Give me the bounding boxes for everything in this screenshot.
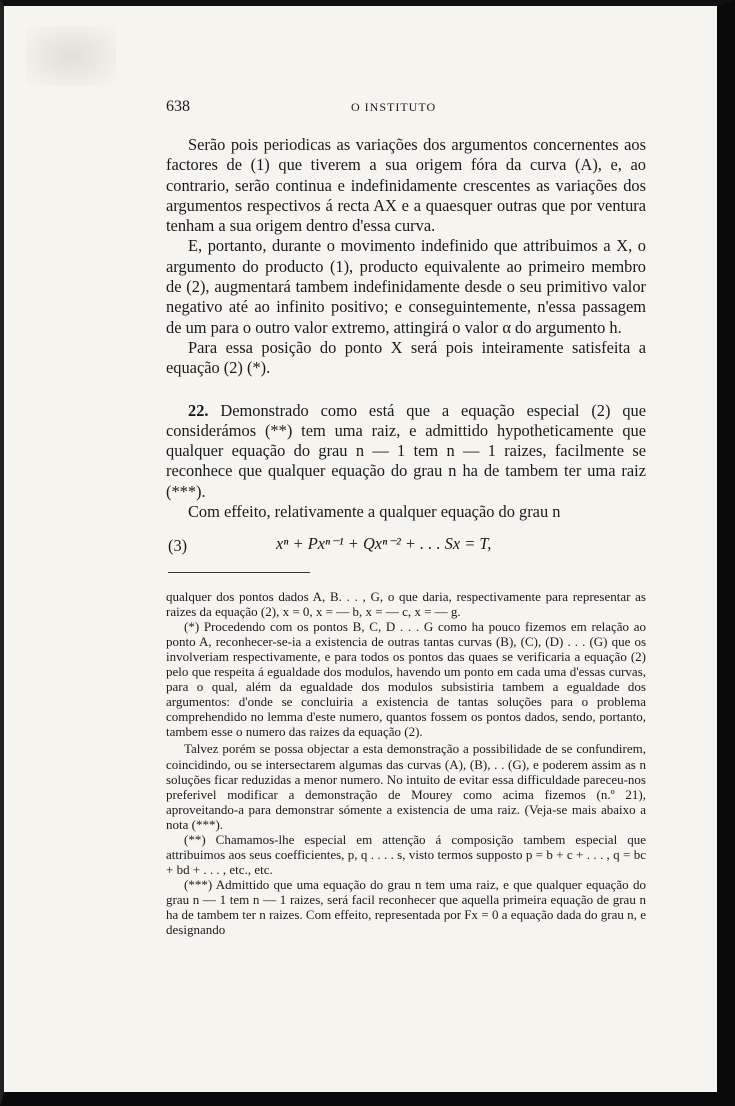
paragraph-2: E, portanto, durante o movimento indefinido que attribuimos a X, o argumento do producto (1), producto equivalente ao primeiro membro de (2), augmentará tambem indefinidamente desde o seu primitivo valor negativo até ao infinito positivo; e conseguintemente, n'essa passagem de um para o outro valor extremo, attingirá o valor α do argumento h. [166, 236, 646, 337]
paragraph-5: Com effeito, relativamente a qualquer equação do grau n [188, 502, 561, 522]
equation-label: (3) [168, 536, 188, 555]
paper-stain [26, 26, 116, 86]
section-22-text: Demonstrado como está que a equação especial (2) que considerámos (**) tem uma raiz, e admittido hypotheticamente que qualquer equação do grau n — 1 tem n — 1 raizes, facilmente se reconhece que qualquer equação do grau n ha de tambem ter uma raiz (***). [166, 400, 646, 501]
footnote-rule [168, 572, 310, 573]
paragraph-section-22 [166, 401, 646, 502]
footnotes [166, 589, 646, 937]
footnote-continuation: qualquer dos pontos dados A, B. . . , G, o que daria, respectivamente para representar as raizes da equação (2), x = 0, x = — b, x = — c, x = — g. [166, 589, 646, 620]
footnote-asterisk-continued: Talvez porém se possa objectar a esta demonstração a possibilidade de se confundirem, coincidindo, ou se intersectarem algumas das curvas (A), (B), . . (G), e poderem assim as n soluções ficar reduzidas a menor numero. No intuito de evitar essa difficuldade pareceu-nos preferivel modificar a demonstração de Mourey como acima fizemos (n.º 21), aproveitando-a para demonstrar sómente a existencia de uma raiz. (Veja-se mais abaixo a nota (***). [166, 741, 646, 832]
body-text [166, 135, 646, 522]
section-number: 22. [188, 400, 209, 420]
page-number: 638 [166, 98, 190, 115]
footnote-double-asterisk: (**) Chamamos-lhe especial em attenção á composição tambem especial que attribuimos aos seus coefficientes, p, q . . . . s, visto termos supposto p = b + c + . . . , q = bc + bd + . . . , etc., etc. [166, 831, 646, 877]
footnote-asterisk: (*) Procedendo com os pontos B, C, D . . . G como ha pouco fizemos em relação ao ponto A, reconhecer-se-ia a existencia de outras tantas curvas (B), (C), (D) . . . (G) que os involveriam respectivamente, e para todos os pontos das quaes se verificaria a equação (2) pelo que respeita á egualdade dos modulos, havendo um ponto em cada uma d'essas curvas, para o qual, além da egualdade dos modulos subsistiria tambem a egualdade dos argumentos: d'onde se concluiria a existencia de tantas soluções para o problema comprehendido no lemma d'este numero, quantos fossem os pontos dados, sendo, portanto, tambem esse o numero das raizes da equação (2). [166, 619, 646, 740]
paragraph-3: Para essa posição do ponto X será pois inteiramente satisfeita a equação (2) (*). [166, 337, 646, 378]
running-head: O INSTITUTO [351, 100, 437, 114]
page-header [166, 98, 646, 118]
paragraph-1: Serão pois periodicas as variações dos argumentos concernentes aos factores de (1) que tiverem a sua origem fóra da curva (A), e, ao contrario, serão continua e indefinidamente crescentes as variações dos argumentos respectivos á recta AX e a quaesquer outras que por ventura tenham a sua origem dentro d'essa curva. [166, 135, 646, 236]
footnote-triple-asterisk: (***) Admittido que uma equação do grau n tem uma raiz, e que qualquer equação do grau n — 1 tem n — 1 raizes, será facil reconhecer que aquella primeira equação de grau n ha de tambem ter n raizes. Com effeito, representada por Fx = 0 a equação dada do grau n, e designando [166, 876, 646, 938]
equation-formula: xⁿ + Pxⁿ⁻¹ + Qxⁿ⁻² + . . . Sx = T, [276, 534, 492, 553]
equation-3 [166, 534, 646, 558]
